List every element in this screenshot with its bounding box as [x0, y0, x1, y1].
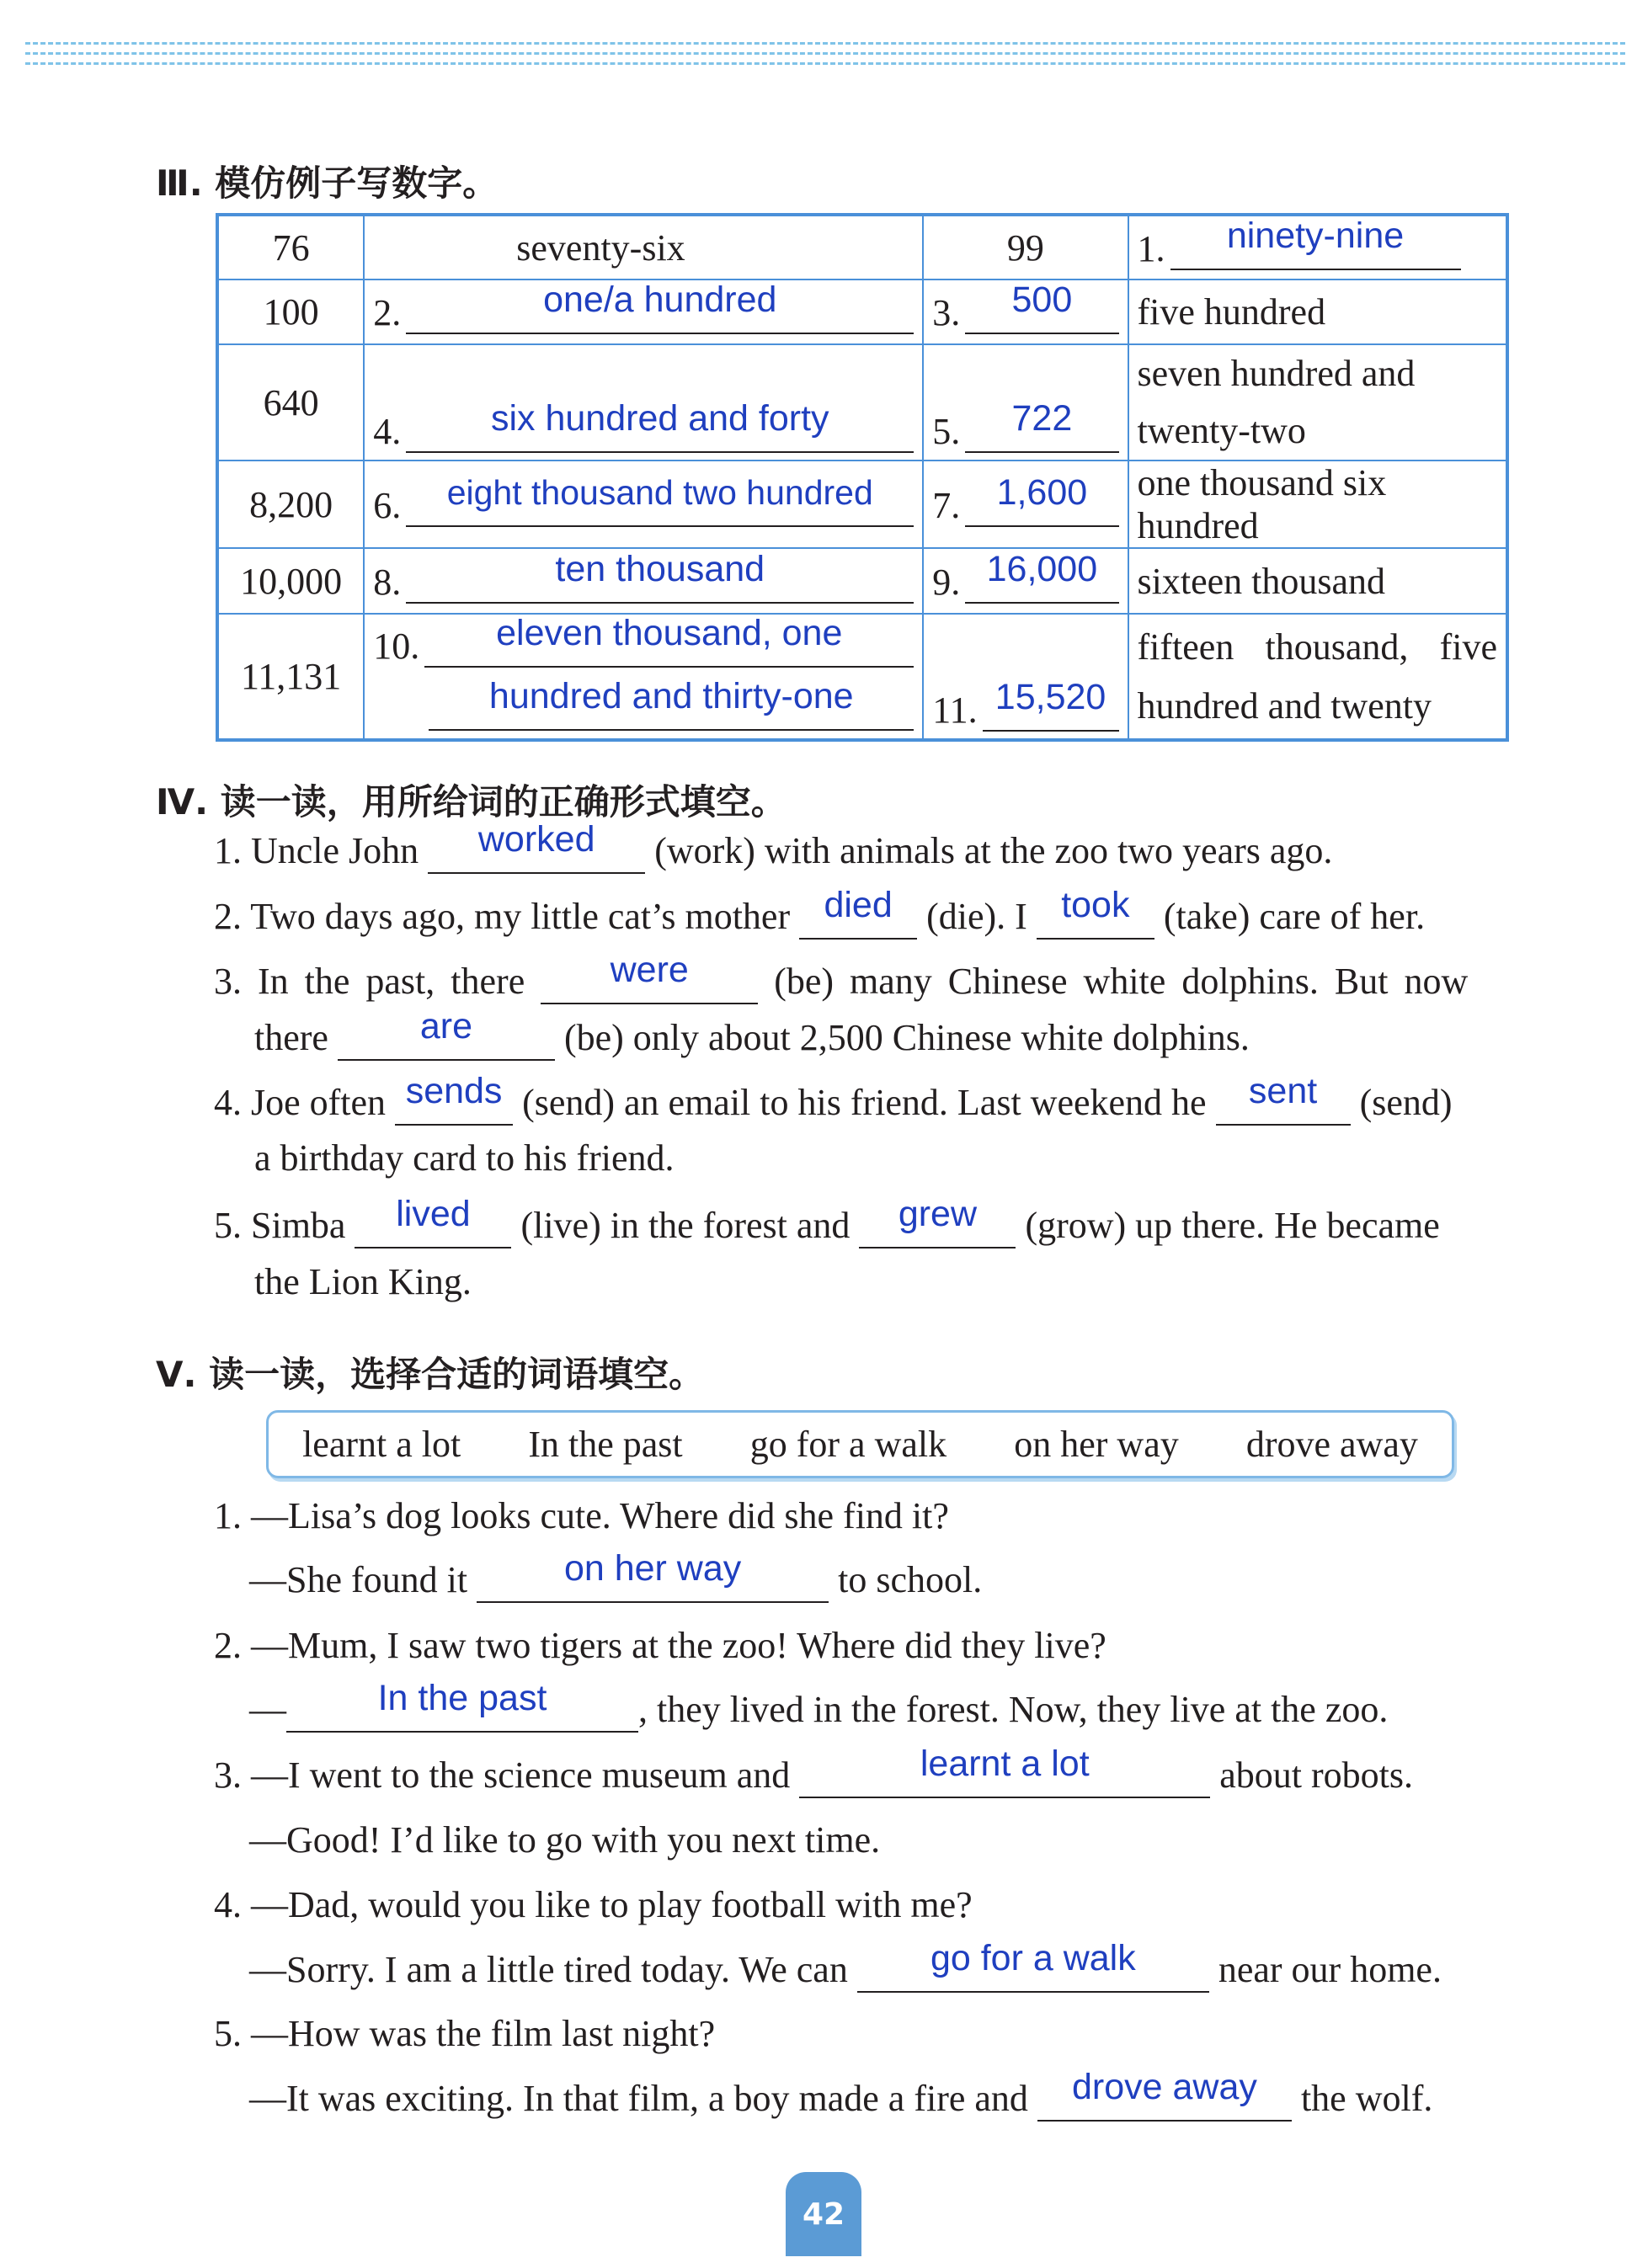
- item-number: 11.: [932, 689, 978, 731]
- question-4-3-cont: [254, 1006, 1250, 1061]
- question-5-5: [214, 2012, 715, 2055]
- table-cell: [364, 461, 923, 548]
- question-text: 3. —I went to the science museum and: [214, 1754, 791, 1796]
- word-option: go for a walk: [749, 1424, 947, 1465]
- item-number: 1.: [1137, 227, 1165, 269]
- answer-blank[interactable]: [355, 1194, 511, 1248]
- answer-text: eleven thousand, one: [496, 612, 843, 653]
- question-5-1: [214, 1494, 949, 1537]
- table-row: [217, 614, 1507, 740]
- word-bank: [266, 1410, 1454, 1478]
- question-5-4-reply: [249, 1938, 1442, 1993]
- question-4-5-cont: [254, 1260, 472, 1303]
- question-text: 2. —Mum, I saw two tigers at the zoo! Where did they live?: [214, 1625, 1106, 1666]
- question-text: —: [249, 1689, 286, 1730]
- table-cell: one thousand six hundred: [1128, 461, 1508, 548]
- question-4-1: [214, 819, 1333, 874]
- question-4-4-cont: [254, 1137, 675, 1179]
- word-option: In the past: [528, 1424, 683, 1465]
- question-text: —It was exciting. In that film, a boy made a fire and: [249, 2078, 1028, 2119]
- question-text: (send): [1359, 1082, 1453, 1123]
- item-number: 7.: [932, 484, 961, 526]
- question-text: 1. —Lisa’s dog looks cute. Where did she find it?: [214, 1495, 949, 1536]
- table-cell: [923, 548, 1128, 614]
- top-border-dots: [25, 52, 1625, 55]
- table-cell: [1128, 614, 1508, 740]
- cell-line: twenty-two: [1137, 410, 1306, 451]
- answer-blank[interactable]: [799, 1744, 1210, 1798]
- question-text: 5. Simba: [214, 1205, 346, 1246]
- answer-blank[interactable]: [424, 612, 914, 668]
- question-5-4: [214, 1883, 973, 1926]
- item-number: 3.: [932, 292, 961, 333]
- table-row: [217, 461, 1507, 548]
- answer-blank[interactable]: [429, 675, 914, 731]
- item-number: 4.: [373, 411, 402, 452]
- word-option: on her way: [1014, 1424, 1179, 1465]
- table-row: [217, 548, 1507, 614]
- answer-blank[interactable]: [1216, 1071, 1351, 1126]
- question-text: near our home.: [1218, 1949, 1442, 1990]
- answer-text: 722: [1011, 398, 1073, 439]
- answer-text: worked: [477, 819, 595, 860]
- question-text: —She found it: [249, 1559, 468, 1600]
- question-text: 3. In the past, there: [214, 961, 525, 1002]
- table-cell: 10,000: [217, 548, 364, 614]
- page-number: 42: [786, 2172, 861, 2256]
- answer-text: 15,520: [994, 677, 1106, 717]
- answer-blank[interactable]: [799, 885, 917, 940]
- table-cell: 11,131: [217, 614, 364, 740]
- question-text: —Sorry. I am a little tired today. We can: [249, 1949, 848, 1990]
- question-text: (live) in the forest and: [520, 1205, 850, 1246]
- question-text: (be) only about 2,500 Chinese white dolphins.: [563, 1017, 1250, 1058]
- question-5-3-reply: [249, 1818, 880, 1861]
- question-4-2: [214, 885, 1426, 940]
- item-number: 10.: [373, 625, 420, 667]
- top-border-dots: [25, 62, 1625, 65]
- question-text: the wolf.: [1300, 2078, 1433, 2119]
- question-text: (send) an email to his friend. Last weekend he: [522, 1082, 1207, 1123]
- table-row: [217, 344, 1507, 461]
- answer-text: In the past: [377, 1678, 547, 1718]
- table-cell: [923, 344, 1128, 461]
- answer-text: died: [824, 885, 893, 925]
- question-5-1-reply: [249, 1548, 983, 1603]
- answer-text: lived: [396, 1194, 471, 1234]
- question-text: a birthday card to his friend.: [254, 1137, 675, 1179]
- answer-text: 16,000: [986, 548, 1098, 589]
- table-cell: 99: [923, 215, 1128, 280]
- word-option: drove away: [1245, 1424, 1418, 1465]
- table-row: [217, 215, 1507, 280]
- answer-blank[interactable]: [395, 1071, 513, 1126]
- table-row: [217, 280, 1507, 344]
- answer-blank[interactable]: [477, 1548, 829, 1603]
- item-number: 5.: [932, 411, 961, 452]
- question-text: there: [254, 1017, 328, 1058]
- section-5-title: Ⅴ. 读一读，选择合适的词语填空。: [156, 1354, 705, 1395]
- question-5-2-reply: [249, 1678, 1389, 1733]
- answer-text: sends: [405, 1071, 503, 1111]
- answer-text: one/a hundred: [543, 280, 777, 320]
- table-cell: 76: [217, 215, 364, 280]
- table-cell: 640: [217, 344, 364, 461]
- answer-blank[interactable]: [965, 471, 1118, 527]
- answer-blank[interactable]: [857, 1938, 1209, 1993]
- table-cell: [1128, 215, 1508, 280]
- answer-text: are: [419, 1006, 473, 1046]
- answer-blank[interactable]: [406, 280, 914, 334]
- question-5-5-reply: [249, 2067, 1433, 2122]
- question-5-2: [214, 1624, 1106, 1667]
- question-5-3: [214, 1744, 1414, 1798]
- question-text: about robots.: [1219, 1754, 1414, 1796]
- answer-text: sent: [1248, 1071, 1318, 1111]
- table-cell: [923, 280, 1128, 344]
- answer-blank[interactable]: [286, 1678, 638, 1733]
- answer-text: grew: [898, 1194, 978, 1234]
- table-cell: seventy-six: [364, 215, 923, 280]
- answer-text: were: [610, 950, 689, 990]
- question-text: the Lion King.: [254, 1261, 472, 1302]
- table-cell: 8,200: [217, 461, 364, 548]
- question-text: (die). I: [926, 896, 1027, 937]
- answer-blank[interactable]: [406, 398, 914, 453]
- number-table: [216, 213, 1509, 742]
- table-cell: [364, 548, 923, 614]
- question-4-3: [214, 950, 1469, 1004]
- question-text: 4. Joe often: [214, 1082, 387, 1123]
- answer-blank[interactable]: [983, 677, 1119, 732]
- table-cell: sixteen thousand: [1128, 548, 1508, 614]
- question-4-4: [214, 1071, 1453, 1126]
- item-number: 2.: [373, 292, 402, 333]
- answer-text: took: [1061, 885, 1130, 925]
- answer-blank[interactable]: [965, 548, 1118, 604]
- item-number: 6.: [373, 484, 402, 526]
- answer-blank[interactable]: [965, 398, 1118, 453]
- answer-blank[interactable]: [541, 950, 758, 1004]
- question-text: (grow) up there. He became: [1025, 1205, 1440, 1246]
- section-3-title: Ⅲ. 模仿例子写数字。: [156, 162, 499, 204]
- answer-blank[interactable]: [406, 548, 914, 604]
- answer-text: ten thousand: [555, 548, 765, 589]
- question-text: to school.: [838, 1559, 983, 1600]
- word-option: learnt a lot: [302, 1424, 461, 1465]
- answer-text: on her way: [563, 1548, 742, 1589]
- answer-text: 1,600: [996, 471, 1088, 513]
- answer-blank[interactable]: [965, 280, 1118, 334]
- answer-blank[interactable]: [1170, 215, 1461, 270]
- answer-blank[interactable]: [338, 1006, 555, 1061]
- answer-text: go for a walk: [930, 1938, 1136, 1978]
- section-4-title: Ⅳ. 读一读，用所给词的正确形式填空。: [156, 781, 787, 823]
- top-border-dots: [25, 42, 1625, 45]
- table-cell: [364, 614, 923, 740]
- cell-line: seven hundred and: [1137, 353, 1416, 394]
- question-text: (work) with animals at the zoo two years ago.: [654, 830, 1333, 871]
- answer-blank[interactable]: [1037, 2067, 1292, 2122]
- question-text: (be) many Chinese white dolphins. But now: [774, 961, 1469, 1002]
- answer-blank[interactable]: [859, 1194, 1016, 1248]
- question-text: —Good! I’d like to go with you next time.: [249, 1819, 881, 1861]
- answer-text: six hundred and forty: [490, 398, 829, 439]
- cell-line: hundred and twenty: [1137, 684, 1432, 727]
- table-cell: five hundred: [1128, 280, 1508, 344]
- question-text: 4. —Dad, would you like to play football with me?: [214, 1884, 973, 1925]
- answer-text: hundred and thirty-one: [488, 675, 854, 716]
- question-text: 2. Two days ago, my little cat’s mother: [214, 896, 791, 937]
- answer-text: eight thousand two hundred: [446, 472, 873, 512]
- table-cell: [923, 614, 1128, 740]
- item-number: 8.: [373, 561, 402, 603]
- table-cell: [364, 344, 923, 461]
- answer-text: drove away: [1071, 2067, 1257, 2107]
- answer-blank[interactable]: [428, 819, 645, 874]
- table-cell: [364, 280, 923, 344]
- question-text: 5. —How was the film last night?: [214, 2013, 716, 2054]
- question-4-5: [214, 1194, 1440, 1248]
- answer-text: learnt a lot: [920, 1744, 1090, 1784]
- cell-line: fifteen thousand, five: [1137, 626, 1497, 668]
- answer-blank[interactable]: [406, 472, 914, 527]
- answer-blank[interactable]: [1037, 885, 1154, 940]
- answer-text: ninety-nine: [1226, 215, 1405, 256]
- question-text: (take) care of her.: [1163, 896, 1426, 937]
- question-text: 1. Uncle John: [214, 830, 419, 871]
- table-cell: [1128, 344, 1508, 461]
- table-cell: 100: [217, 280, 364, 344]
- question-text: , they lived in the forest. Now, they live at the zoo.: [638, 1689, 1389, 1730]
- answer-text: 500: [1011, 280, 1073, 320]
- item-number: 9.: [932, 561, 961, 603]
- table-cell: [923, 461, 1128, 548]
